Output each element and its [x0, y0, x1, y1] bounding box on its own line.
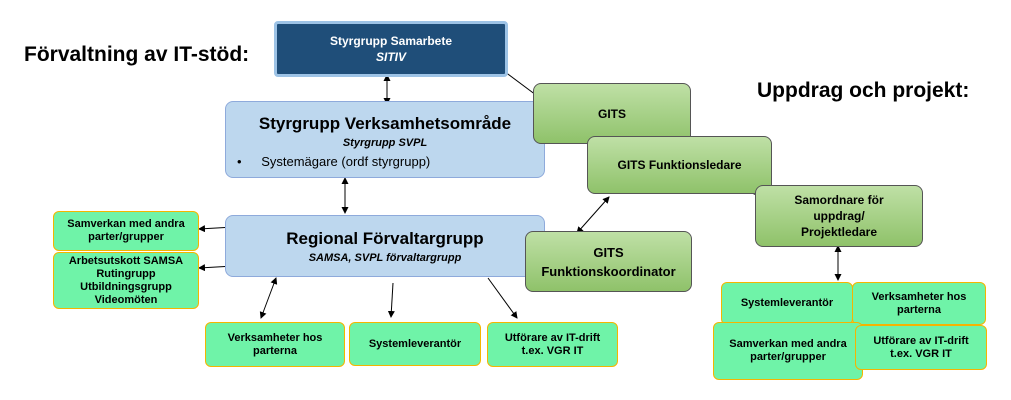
box-right-it: [855, 325, 987, 370]
arrow-regional-it: [488, 278, 517, 318]
gits-leader-label: GITS Funktionsledare: [617, 158, 742, 172]
heading-assignments: Uppdrag och projekt:: [757, 79, 970, 102]
steering-area-subtitle: Styrgrupp SVPL: [342, 137, 428, 149]
steering-area-bullet: [237, 154, 430, 169]
bottom-operations-line1: Verksamheter hos: [227, 331, 323, 344]
box-left-groups: [53, 252, 199, 309]
regional-title: Regional Förvaltargrupp: [286, 228, 484, 248]
arrow-regional-operations: [261, 278, 276, 318]
left-group-item: Videomöten: [94, 293, 158, 306]
box-bottom-it: [487, 322, 618, 367]
right-supplier-label: Systemleverantör: [740, 297, 834, 309]
left-group-item: Utbildningsgrupp: [80, 280, 172, 293]
regional-subtitle: SAMSA, SVPL förvaltargrupp: [308, 251, 462, 264]
left-group-item: Arbetsutskott SAMSA: [68, 254, 184, 267]
left-collab-line1: Samverkan med andra: [67, 218, 185, 230]
arrow-regional-supplier: [391, 283, 393, 317]
steering-area-title: Styrgrupp Verksamhetsområde: [258, 114, 512, 133]
bottom-it-line2: t.ex. VGR IT: [521, 344, 584, 357]
right-collab-line2: parter/grupper: [750, 351, 826, 363]
right-operations-line1: Verksamheter hos: [871, 290, 967, 303]
right-collab-line1: Samverkan med andra: [729, 338, 847, 350]
bottom-operations-line2: parterna: [252, 344, 298, 357]
box-steering-area: [225, 101, 545, 178]
box-right-collaboration: [713, 322, 863, 380]
bullet-dot: •: [237, 154, 242, 169]
coordinator-line1: Samordnare för: [794, 193, 884, 207]
right-it-line1: Utförare av IT-drift: [873, 334, 969, 347]
box-right-operations: [852, 282, 986, 325]
arrow-leader-coordinator-gits: [577, 197, 609, 233]
heading-it-management: Förvaltning av IT-stöd:: [24, 43, 250, 66]
box-gits-coordinator: [525, 231, 692, 292]
coordinator-line3: Projektledare: [800, 225, 878, 239]
box-left-collaboration: [53, 211, 199, 251]
steering-area-bullet-text: Systemägare (ordf styrgrupp): [261, 154, 431, 169]
left-group-item: Rutingrupp: [96, 267, 156, 280]
steering-collaboration-subtitle: SITIV: [375, 50, 406, 64]
bottom-it-line1: Utförare av IT-drift: [504, 331, 601, 344]
right-operations-line2: parterna: [896, 303, 942, 316]
box-gits-leader: [587, 136, 772, 194]
box-project-coordinator: [755, 185, 923, 247]
bottom-supplier-label: Systemleverantör: [368, 337, 462, 350]
box-bottom-operations: [205, 322, 345, 367]
gits-label: GITS: [597, 106, 626, 121]
box-gits: [533, 83, 691, 144]
coordinator-line2: uppdrag/: [813, 209, 865, 223]
box-steering-collaboration: [274, 21, 508, 77]
box-bottom-supplier: [349, 322, 481, 366]
left-collab-line2: parter/grupper: [88, 231, 164, 243]
steering-collaboration-title: Styrgrupp Samarbete: [329, 34, 453, 48]
right-it-line2: t.ex. VGR IT: [890, 347, 952, 360]
box-regional-management: [225, 215, 545, 277]
box-right-supplier: [721, 282, 853, 325]
gits-coordinator-line2: Funktionskoordinator: [541, 263, 676, 279]
gits-coordinator-line1: GITS: [593, 244, 624, 260]
